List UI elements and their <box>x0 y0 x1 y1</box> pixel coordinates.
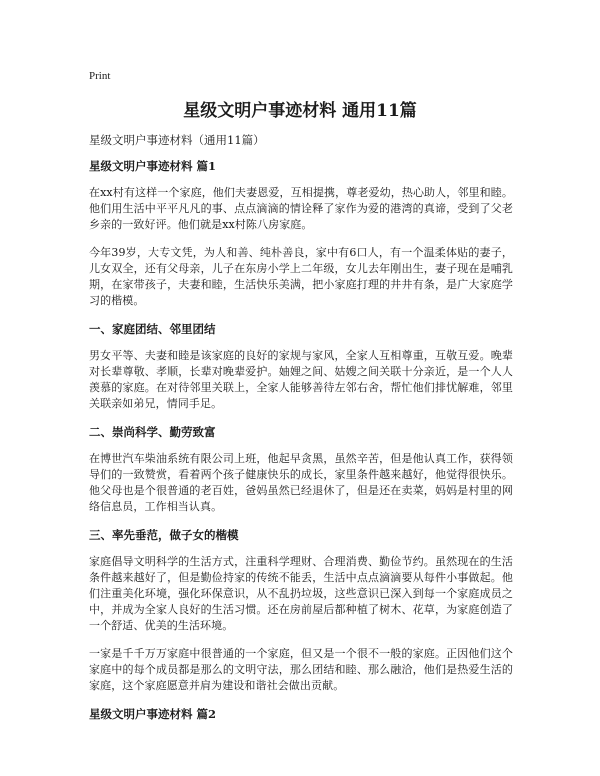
paragraph: 男女平等、夫妻和睦是该家庭的良好的家规与家风，全家人互相尊重，互敬互爱。晚辈对长辈尊敬、孝顺，长辈对晚辈爱护。妯娌之间、姑嫂之间关联十分亲近，是一个人人羡慕的家庭。在对待邻里关联上，全家人能够善待左邻右舍，帮忙他们排忧解难，邻里关联亲如弟兄，情同手足。 <box>89 349 513 410</box>
paragraph: 今年39岁，大专文凭，为人和善、纯朴善良，家中有6口人，有一个温柔体贴的妻子，儿女双全，还有父母亲，儿子在东房小学上二年级，女儿去年刚出生，妻子现在是哺乳期，在家带孩子，夫妻和睦，生活快乐美满，把小家庭打理的井井有条，是广大家庭学习的楷模。 <box>89 246 513 307</box>
section-heading-role-model: 三、率先垂范，做子女的楷模 <box>89 528 239 542</box>
paragraph: 在xx村有这样一个家庭，他们夫妻恩爱，互相提携，尊老爱幼，热心助人，邻里和睦。他们用生活中平平凡凡的事、点点滴滴的情诠释了家作为爱的港湾的真谛，受到了父老乡亲的一致好评。他们就是xx村陈八房家庭。 <box>89 186 513 231</box>
section-heading-family-unity: 一、家庭团结、邻里团结 <box>89 322 216 336</box>
section-heading-article-1: 星级文明户事迹材料 篇1 <box>89 159 217 173</box>
paragraph: 在博世汽车柴油系统有限公司上班，他起早贪黑，虽然辛苦，但是他认真工作，获得领导们的一致赞赏，看着两个孩子健康快乐的成长，家里条件越来越好，他觉得很快乐。他父母也是个很普通的老百姓，爸妈虽然已经退休了，但是还在卖菜，妈妈是村里的网络信息员，工作相当认真。 <box>89 452 513 513</box>
section-heading-science-hardwork: 二、崇尚科学、勤劳致富 <box>89 425 216 439</box>
section-heading-article-2: 星级文明户事迹材料 篇2 <box>89 707 217 721</box>
paragraph: 一家是千千万万家庭中很普通的一个家庭，但又是一个很不一般的家庭。正因他们这个家庭中的每个成员都是那么的文明守法，那么团结和睦、那么融洽，他们是热爱生活的家庭，这个家庭愿意并肩为建设和谐社会做出贡献。 <box>89 647 513 692</box>
print-link[interactable]: Print <box>89 70 111 82</box>
document-subtitle: 星级文明户事迹材料（通用11篇） <box>89 133 265 147</box>
document-title: 星级文明户事迹材料 通用11篇 <box>183 101 417 121</box>
paragraph: 家庭倡导文明科学的生活方式，注重科学理财、合理消费、勤俭节约。虽然现在的生活条件越来越好了，但是勤俭持家的传统不能丢，生活中点点滴滴要从每件小事做起。他们注重美化环境，强化环保意识，从不乱扔垃圾，这些意识已深入到每一个家庭成员之中，并成为全家人良好的生活习惯。还在房前屋后都种植了树木、花草，为家庭创造了一个舒适、优美的生活环境。 <box>89 555 513 632</box>
document-body <box>89 132 513 733</box>
